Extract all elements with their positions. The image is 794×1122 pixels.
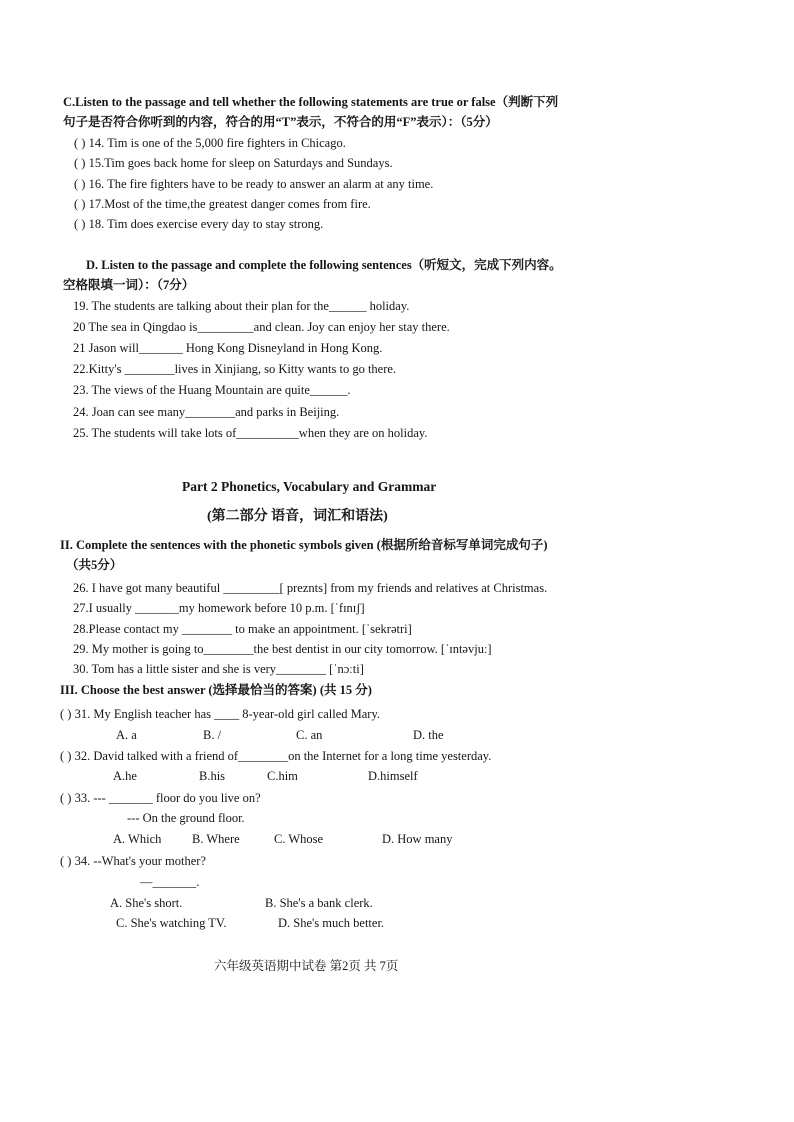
q33-answer: --- On the ground floor.	[127, 811, 245, 825]
q32-option-a: A.he	[113, 769, 137, 783]
part2-title: Part 2 Phonetics, Vocabulary and Grammar	[182, 479, 437, 494]
question-17	[74, 196, 371, 212]
q34-option-a: A. She's short.	[110, 896, 183, 910]
question-19: 19. The students are talking about their plan for the______ holiday.	[73, 299, 410, 313]
q34-option-c: C. She's watching TV.	[116, 916, 227, 930]
question-text: 32. David talked with a friend of________on the Internet for a long time yesterday.	[74, 749, 492, 763]
q34-option-d: D. She's much better.	[278, 916, 385, 930]
answer-paren: ( )	[74, 217, 86, 231]
answer-paren: ( )	[60, 791, 72, 805]
section-ii-heading-line1: II. Complete the sentences with the phonetic symbols given (根据所给音标写单词完成句子)	[60, 538, 548, 552]
question-24: 24. Joan can see many________and parks in Beijing.	[73, 405, 340, 419]
question-23: 23. The views of the Huang Mountain are quite______.	[73, 383, 351, 397]
answer-paren: ( )	[74, 197, 86, 211]
q33-option-b: B. Where	[192, 832, 240, 846]
part2-subtitle: (第二部分 语音，词汇和语法)	[207, 509, 388, 524]
answer-paren: ( )	[74, 136, 86, 150]
section-d-heading-line1: D. Listen to the passage and complete the following sentences（听短文，完成下列内容。	[86, 258, 562, 272]
question-text: 14. Tim is one of the 5,000 fire fighters in Chicago.	[88, 136, 346, 150]
question-text: 34. --What's your mother?	[74, 854, 206, 868]
section-c-heading-line2: 句子是否符合你听到的内容，符合的用“T”表示，不符合的用“F”表示）：（5分）	[63, 115, 498, 129]
question-34	[60, 853, 206, 869]
q33-option-a: A. Which	[113, 832, 162, 846]
q32-option-c: C.him	[267, 769, 298, 783]
question-14	[74, 135, 346, 151]
question-33	[60, 790, 261, 806]
answer-paren: ( )	[60, 749, 72, 763]
question-29: 29. My mother is going to________the best dentist in our city tomorrow. [ˈɪntəvjuː]	[73, 642, 492, 656]
answer-paren: ( )	[74, 177, 86, 191]
question-text: 17.Most of the time,the greatest danger comes from fire.	[88, 197, 371, 211]
question-30: 30. Tom has a little sister and she is very________ [ˈnɔːti]	[73, 662, 364, 676]
q31-option-c: C. an	[296, 728, 323, 742]
q31-option-a: A. a	[116, 728, 137, 742]
section-iii-heading: III. Choose the best answer (选择最恰当的答案) (共 15 分)	[60, 683, 372, 697]
question-21: 21 Jason will_______ Hong Kong Disneyland in Hong Kong.	[73, 341, 383, 355]
answer-paren: ( )	[60, 707, 72, 721]
q31-option-d: D. the	[413, 728, 444, 742]
question-31	[60, 706, 380, 722]
answer-paren: ( )	[74, 156, 86, 170]
q34-option-b: B. She's a bank clerk.	[265, 896, 373, 910]
q32-option-b: B.his	[199, 769, 226, 783]
question-text: 15.Tim goes back home for sleep on Saturdays and Sundays.	[88, 156, 393, 170]
section-ii-heading-line2: （共5分）	[66, 558, 123, 572]
question-20: 20 The sea in Qingdao is_________and clean. Joy can enjoy her stay there.	[73, 320, 450, 334]
question-25: 25. The students will take lots of__________when they are on holiday.	[73, 426, 428, 440]
section-c-heading-line1: C.Listen to the passage and tell whether the following statements are true or false（判断下列	[63, 95, 559, 109]
question-15	[74, 155, 393, 171]
question-text: 31. My English teacher has ____ 8-year-old girl called Mary.	[74, 707, 381, 721]
page-footer: 六年级英语期中试卷 第2页 共 7页	[214, 959, 399, 973]
section-d-heading-line2: 空格限填一词）：（7分）	[63, 278, 195, 292]
q34-answer: —_______.	[140, 875, 200, 889]
question-text: 16. The fire fighters have to be ready to answer an alarm at any time.	[88, 177, 434, 191]
question-28: 28.Please contact my ________ to make an appointment. [ˈsekrətri]	[73, 622, 412, 636]
q31-option-b: B. /	[203, 728, 222, 742]
question-text: 33. --- _______ floor do you live on?	[74, 791, 261, 805]
question-27: 27.I usually _______my homework before 10 p.m. [ˈfɪnɪʃ]	[73, 601, 365, 615]
question-22: 22.Kitty's ________lives in Xinjiang, so Kitty wants to go there.	[73, 362, 397, 376]
q33-option-c: C. Whose	[274, 832, 324, 846]
question-32	[60, 748, 491, 764]
question-text: 18. Tim does exercise every day to stay strong.	[88, 217, 324, 231]
q32-option-d: D.himself	[368, 769, 418, 783]
question-16	[74, 176, 433, 192]
question-18	[74, 216, 323, 232]
answer-paren: ( )	[60, 854, 72, 868]
question-26: 26. I have got many beautiful _________[ preznts] from my friends and relatives at Christmas.	[73, 581, 548, 595]
q33-option-d: D. How many	[382, 832, 453, 846]
